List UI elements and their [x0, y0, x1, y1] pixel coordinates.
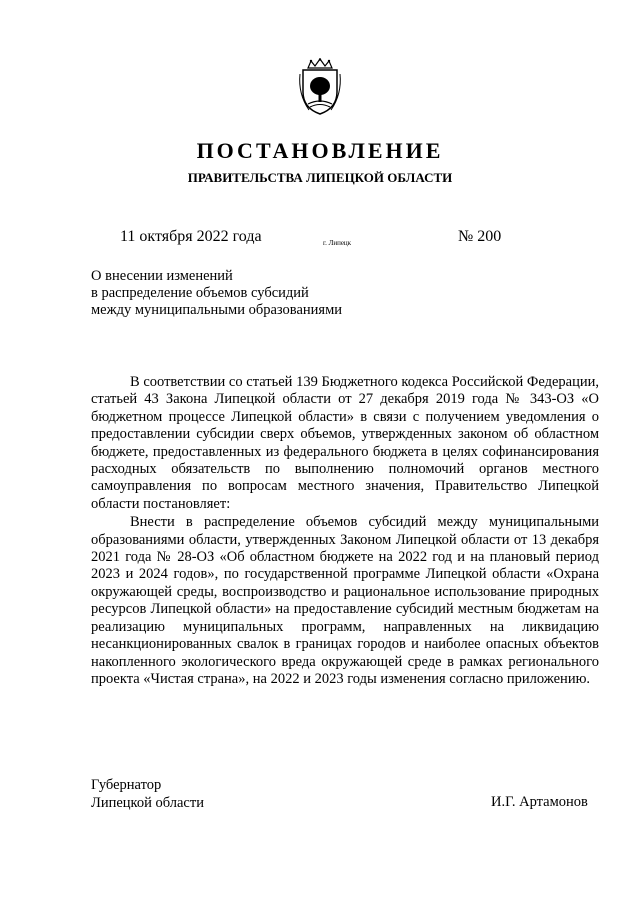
heading-line: в распределение объемов субсидий [91, 285, 309, 301]
heading-line: между муниципальными образованиями [91, 302, 343, 318]
document-date: 11 октября 2022 года [120, 228, 262, 245]
document-title: ПОСТАНОВЛЕНИЕ [196, 138, 444, 163]
body-paragraph: В соответствии со статьей 139 Бюджетного кодекса Российской Федерации, статьей 43 Закона Липецкой области от 27 декабря 2019 года № 343-ОЗ «О бюджетном процессе Липецкой области» в связи с получением уведомления о предоставлении субсидии сверх объемов, утвержденных законом об областном бюджете, предоставленных из федерального бюджета в целях софинансирования расходных обязательств по выполнению полномочий органов местного самоуправления по вопросам местного значения, Правительство Липецкой области постановляет: [91, 374, 599, 512]
signatory-position-line: Губернатор [91, 777, 162, 793]
document-body [91, 374, 599, 688]
document-number: № 200 [458, 228, 502, 245]
document-subtitle: ПРАВИТЕЛЬСТВА ЛИПЕЦКОЙ ОБЛАСТИ [187, 170, 453, 185]
signatory-position-line: Липецкой области [91, 794, 204, 811]
heading-line: О внесении изменений [91, 268, 233, 284]
signatory-position [91, 777, 204, 812]
document-heading [91, 268, 411, 319]
document-city: г. Липецк [323, 239, 352, 247]
body-paragraph: Внести в распределение объемов субсидий между муниципальными образованиями области, утвержденных Законом Липецкой области от 13 декабря 2021 года № 28-ОЗ «Об областном бюджете на 2022 год и на плановый период 2023 и 2024 годов», по государственной программе Липецкой области «Охрана окружающей среды, воспроизводство и рациональное использование природных ресурсов Липецкой области» на предоставление субсидий местным бюджетам на реализацию муниципальных программ, направленных на ликвидацию несанкционированных свалок в границах городов и наиболее опасных объектов накопленного экологического вреда окружающей среде в рамках регионального проекта «Чистая страна», на 2022 и 2023 годы изменения согласно приложению. [91, 514, 599, 687]
coat-of-arms-emblem [297, 58, 343, 116]
signatory-name: И.Г. Артамонов [491, 794, 588, 810]
